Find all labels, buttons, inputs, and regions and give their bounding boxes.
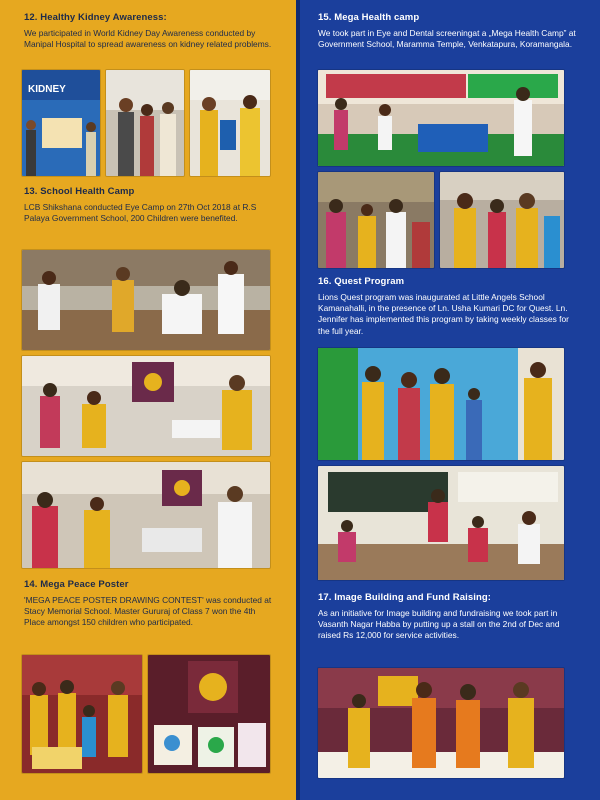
photo-fundraising-stall [318, 668, 564, 778]
section-14-title: 14. Mega Peace Poster [24, 579, 129, 590]
section-15-body: We took part in Eye and Dental screeningat a „Mega Health Camp” at Government School, Maramma Temple, Venkatapura, Koramangala. [318, 28, 576, 50]
photo-eye-doctors [22, 356, 270, 456]
section-12-body: We participated in World Kidney Day Awareness conducted by Manipal Hospital to spread awareness on kidney related problems. [24, 28, 272, 50]
photo-eye-students [22, 462, 270, 568]
section-17-title: 17. Image Building and Fund Raising: [318, 592, 492, 603]
section-12 [24, 12, 272, 50]
section-13-title: 13. School Health Camp [24, 186, 135, 197]
section-15-title: 15. Mega Health camp [318, 12, 420, 23]
section-13-body: LCB Shikshana conducted Eye Camp on 27th Oct 2018 at R.S Palaya Government School, 200 Children were benefited. [24, 202, 257, 224]
photo-poster-award [22, 655, 142, 773]
photo-health-camp-patients [318, 172, 434, 268]
section-14 [24, 579, 272, 629]
section-17-body: As an initiative for Image building and fundraising we took part in Vasanth Nagar Habba by putting up a stall on the 2nd of Dec and raised Rs 12,000 for service activities. [318, 608, 560, 641]
photo-eye-checkup [22, 250, 270, 350]
right-column [296, 0, 600, 800]
left-column [0, 0, 296, 800]
photo-quest-inauguration [318, 348, 564, 460]
photo-health-camp-lions [440, 172, 564, 268]
photo-health-camp-stage [318, 70, 564, 166]
section-17 [318, 592, 578, 642]
section-12-title: 12. Healthy Kidney Awareness: [24, 12, 167, 23]
photo-kidney-walk [106, 70, 184, 176]
photo-kidney-volunteer [190, 70, 270, 176]
photo-peace-posters [148, 655, 270, 773]
photo-quest-classroom [318, 466, 564, 580]
section-14-body: 'MEGA PEACE POSTER DRAWING CONTEST' was conducted at Stacy Memorial School. Master Gururaj of Class 7 won the 4th Place amongst 150 children who participated. [24, 595, 272, 628]
section-16-title: 16. Quest Program [318, 276, 405, 287]
section-16 [318, 276, 578, 337]
photo-kidney-booth [22, 70, 100, 176]
section-16-body: Lions Quest program was inaugurated at Little Angels School Kamanahalli, in the presence of Ln. Usha Kumari DC for Quest. Ln. Jennifer has implemented this program by taking weekly classes for the full year. [318, 292, 569, 336]
svg-text:KIDNEY: KIDNEY [28, 84, 66, 95]
section-13 [24, 186, 272, 224]
section-15 [318, 12, 578, 50]
